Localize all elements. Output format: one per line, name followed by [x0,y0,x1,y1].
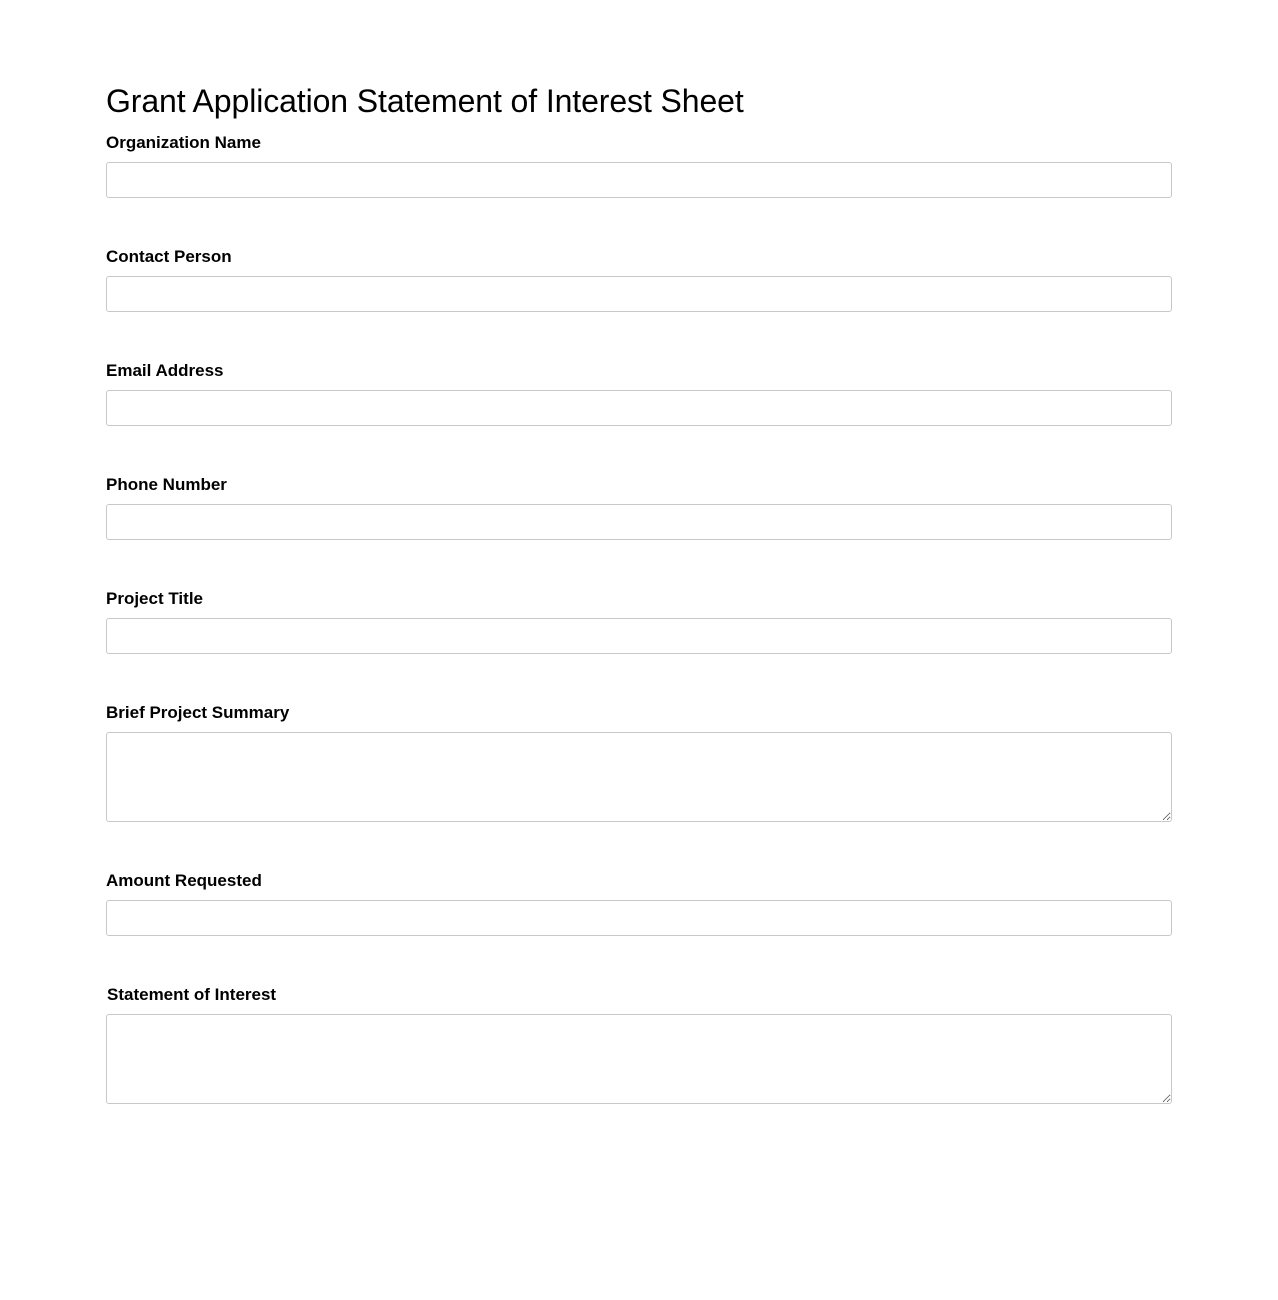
contact-person-field [106,247,1172,312]
brief-project-summary-field [106,703,1172,822]
organization-name-field [106,133,1172,198]
project-title-field [106,589,1172,654]
project-title-input[interactable] [106,618,1172,654]
amount-requested-label: Amount Requested [106,871,262,890]
contact-person-label: Contact Person [106,247,232,266]
amount-requested-input[interactable] [106,900,1172,936]
email-address-field [106,361,1172,426]
amount-requested-field [106,871,1172,936]
brief-project-summary-label: Brief Project Summary [106,703,290,722]
statement-of-interest-label: Statement of Interest [107,985,277,1004]
project-title-label: Project Title [106,589,203,608]
contact-person-input[interactable] [106,276,1172,312]
phone-number-field [106,475,1172,540]
statement-of-interest-textarea[interactable] [106,1014,1172,1104]
email-address-label: Email Address [106,361,224,380]
grant-application-form [106,0,1172,1104]
statement-of-interest-field [106,985,1172,1104]
email-address-input[interactable] [106,390,1172,426]
phone-number-input[interactable] [106,504,1172,540]
organization-name-label: Organization Name [106,133,261,152]
phone-number-label: Phone Number [106,475,227,494]
page-title: Grant Application Statement of Interest Sheet [106,83,744,119]
brief-project-summary-textarea[interactable] [106,732,1172,822]
organization-name-input[interactable] [106,162,1172,198]
